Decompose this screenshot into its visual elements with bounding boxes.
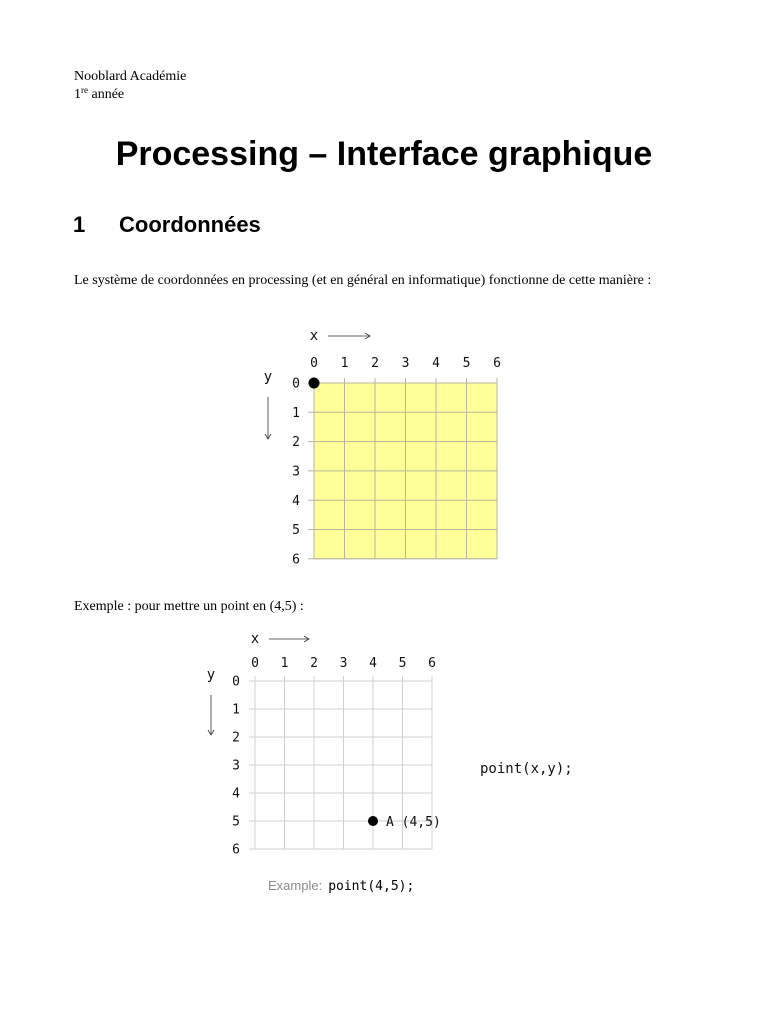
y-tick-label: 3	[292, 464, 300, 480]
y-tick-label: 0	[232, 674, 240, 690]
y-tick-label: 4	[232, 786, 240, 802]
x-tick-label: 3	[339, 656, 348, 671]
document-title: Processing – Interface graphique	[115, 135, 653, 173]
x-tick-label: 6	[428, 656, 436, 671]
x-tick-label: 2	[310, 656, 318, 671]
x-tick-label: 4	[369, 656, 377, 671]
y-tick-label: 4	[292, 493, 300, 509]
year-number: 1	[74, 87, 81, 102]
example-code: point(4,5);	[328, 879, 415, 894]
y-tick-label: 5	[232, 814, 240, 830]
school-name: Nooblard Académie	[74, 69, 187, 84]
origin-point	[309, 378, 320, 389]
x-tick-label: 2	[371, 356, 379, 371]
coordinate-grid-figure	[250, 325, 510, 570]
y-tick-label: 6	[292, 552, 300, 568]
y-tick-label: 3	[232, 758, 240, 774]
y-tick-label: 0	[292, 376, 300, 392]
x-tick-label: 5	[462, 356, 471, 371]
x-tick-label: 1	[280, 656, 289, 671]
y-tick-label: 5	[292, 523, 300, 539]
point-example-figure	[195, 626, 595, 861]
year-word: année	[88, 87, 125, 102]
y-axis-label: y	[206, 667, 216, 683]
y-axis-label: y	[263, 369, 273, 385]
section-title: Coordonnées	[119, 212, 261, 237]
year-superscript: re	[81, 85, 88, 95]
school-year	[74, 87, 124, 103]
point-a-label: A (4,5)	[386, 815, 441, 830]
example-code-line	[268, 876, 414, 897]
x-axis-label: x	[250, 631, 260, 647]
x-tick-label: 0	[310, 356, 318, 371]
y-tick-label: 6	[232, 842, 240, 858]
y-tick-label: 2	[292, 435, 300, 451]
point-syntax-label: point(x,y);	[480, 761, 573, 777]
y-tick-label: 1	[292, 405, 300, 421]
x-tick-label: 3	[401, 356, 410, 371]
x-tick-label: 1	[340, 356, 349, 371]
x-tick-label: 4	[432, 356, 440, 371]
x-tick-label: 5	[398, 656, 407, 671]
x-tick-label: 0	[251, 656, 259, 671]
example-label: Example:	[268, 878, 323, 893]
y-tick-label: 2	[232, 730, 240, 746]
example-paragraph: Exemple : pour mettre un point en (4,5) :	[74, 599, 304, 614]
x-tick-label: 6	[493, 356, 501, 371]
x-axis-label: x	[309, 328, 319, 344]
section-number: 1	[73, 212, 86, 237]
point-a	[368, 816, 378, 826]
intro-paragraph: Le système de coordonnées en processing (et en général en informatique) fonctionne de cette manière :	[74, 273, 652, 288]
y-tick-label: 1	[232, 702, 240, 718]
